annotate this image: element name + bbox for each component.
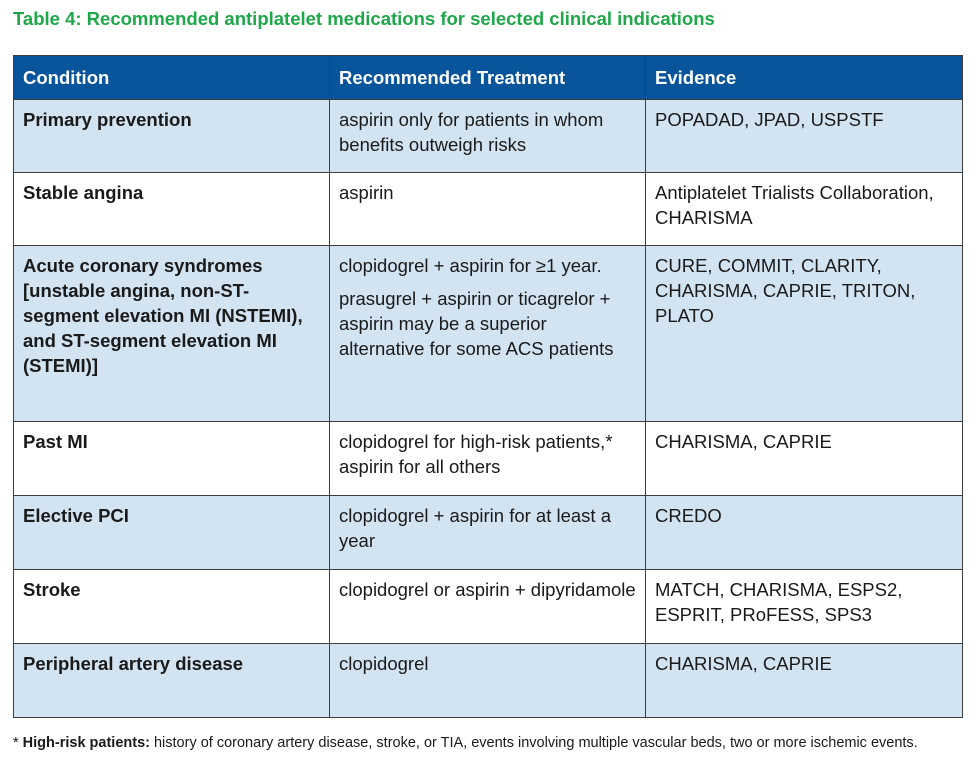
- condition-cell: [14, 570, 330, 644]
- treatment-text: aspirin only for patients in whom benefits outweigh risks: [339, 109, 604, 155]
- evidence-cell: POPADAD, JPAD, USPSTF: [646, 100, 963, 173]
- treatment-text: clopidogrel or aspirin + dipyridamole: [339, 579, 636, 600]
- table-row: [14, 570, 963, 644]
- condition-text: Stroke: [23, 579, 81, 600]
- footnote: [13, 734, 953, 752]
- condition-text: Peripheral artery disease: [23, 653, 244, 674]
- header-evidence: Evidence: [646, 56, 963, 100]
- treatment-cell: [330, 644, 646, 718]
- treatment-text-alternative: prasugrel + aspirin or ticagrelor + aspirin may be a superior alternative for some ACS patients: [339, 288, 614, 359]
- condition-cell: [14, 100, 330, 173]
- table-row: [14, 644, 963, 718]
- treatment-cell: [330, 173, 646, 246]
- evidence-cell: MATCH, CHARISMA, ESPS2, ESPRIT, PRoFESS, SPS3: [646, 570, 963, 644]
- treatment-cell: [330, 422, 646, 496]
- treatment-cell: [330, 570, 646, 644]
- table-row: [14, 100, 963, 173]
- footnote-marker: *: [13, 735, 23, 751]
- treatment-text: aspirin: [339, 182, 394, 203]
- condition-cell: [14, 496, 330, 570]
- treatment-cell: [330, 246, 646, 422]
- evidence-cell: CREDO: [646, 496, 963, 570]
- table-row: [14, 246, 963, 422]
- condition-cell: [14, 246, 330, 422]
- header-condition: Condition: [14, 56, 330, 100]
- treatment-cell: [330, 100, 646, 173]
- header-row: [14, 56, 963, 100]
- condition-text: Past MI: [23, 431, 88, 452]
- table-title: Table 4: Recommended antiplatelet medications for selected clinical indications: [13, 8, 715, 29]
- condition-cell: [14, 644, 330, 718]
- condition-text: Elective PCI: [23, 505, 129, 526]
- treatment-text: clopidogrel + aspirin for ≥1 year.: [339, 255, 602, 276]
- header-treatment: Recommended Treatment: [330, 56, 646, 100]
- evidence-cell: CURE, COMMIT, CLARITY, CHARISMA, CAPRIE, TRITON, PLATO: [646, 246, 963, 422]
- table-row: [14, 173, 963, 246]
- table-row: [14, 496, 963, 570]
- evidence-cell: Antiplatelet Trialists Collaboration, CHARISMA: [646, 173, 963, 246]
- condition-cell: [14, 173, 330, 246]
- evidence-cell: CHARISMA, CAPRIE: [646, 644, 963, 718]
- footnote-text: history of coronary artery disease, stroke, or TIA, events involving multiple vascular beds, two or more ischemic events.: [149, 735, 918, 751]
- treatment-text: clopidogrel: [339, 653, 429, 674]
- antiplatelet-table: [13, 55, 963, 718]
- condition-text: Stable angina: [23, 182, 144, 203]
- condition-text: Primary prevention: [23, 109, 192, 130]
- treatment-cell: [330, 496, 646, 570]
- footnote-label: High-risk patients:: [22, 735, 150, 751]
- table-row: [14, 422, 963, 496]
- treatment-text: clopidogrel for high-risk patients,* aspirin for all others: [339, 431, 613, 477]
- condition-text: Acute coronary syndromes [unstable angina, non-ST-segment elevation MI (NSTEMI), and ST-segment elevation MI (STEMI)]: [23, 255, 303, 376]
- treatment-text: clopidogrel + aspirin for at least a year: [339, 505, 611, 551]
- condition-cell: [14, 422, 330, 496]
- evidence-cell: CHARISMA, CAPRIE: [646, 422, 963, 496]
